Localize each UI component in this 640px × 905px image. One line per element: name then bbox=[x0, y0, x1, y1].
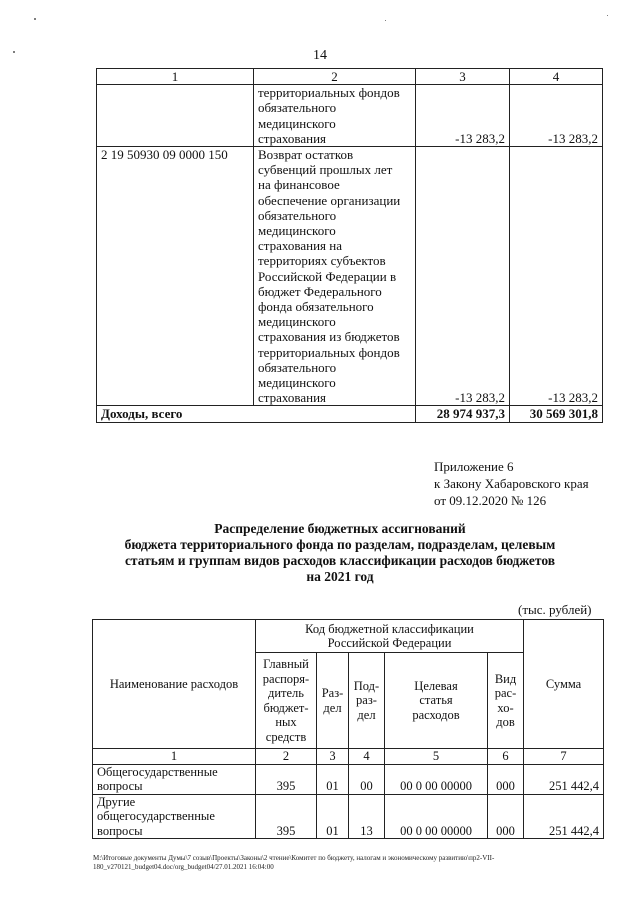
column-header-code-group bbox=[256, 620, 524, 653]
header-line: средств bbox=[265, 729, 307, 744]
column-header: 4 bbox=[510, 69, 603, 85]
expense-name-cell bbox=[93, 764, 256, 794]
value-cell: -13 283,2 bbox=[416, 147, 510, 406]
header-line: бюджет- bbox=[263, 700, 309, 715]
description-line: территориях субъектов bbox=[258, 253, 386, 269]
column-header-sum: Сумма bbox=[524, 620, 604, 749]
header-line: Раз- bbox=[321, 686, 344, 700]
section-cell: 01 bbox=[317, 764, 349, 794]
sum-cell: 251 442,4 bbox=[524, 764, 604, 794]
title-line: статьям и группам видов расходов классификации расходов бюджетов bbox=[124, 553, 556, 568]
header-line: Код бюджетной классификации bbox=[305, 621, 474, 636]
total-row bbox=[97, 406, 603, 422]
units-label: (тыс. рублей) bbox=[518, 602, 592, 617]
table-row bbox=[97, 85, 603, 147]
column-header-expense-type bbox=[488, 653, 524, 749]
description-line: обязательного bbox=[258, 359, 337, 375]
header-line: Российской Федерации bbox=[327, 636, 452, 650]
description-line: Российской Федерации в bbox=[258, 268, 397, 284]
header-line: Главный bbox=[263, 657, 309, 671]
description-line: обязательного bbox=[258, 207, 337, 223]
column-header-target-article bbox=[385, 653, 488, 749]
subsection-cell: 00 bbox=[349, 764, 385, 794]
description-line: обязательного bbox=[258, 100, 337, 116]
description-line: медицинского bbox=[258, 314, 336, 330]
page-number: 14 bbox=[313, 48, 327, 63]
header-line: распоря- bbox=[262, 671, 310, 686]
index-cell: 2 bbox=[256, 749, 317, 765]
file-path-footer bbox=[93, 854, 603, 872]
header-line: Под- bbox=[353, 678, 380, 693]
header-line: статья bbox=[419, 693, 453, 708]
column-header-section bbox=[317, 653, 349, 749]
title-line: бюджета территориального фонда по разделам, подразделам, целевым bbox=[124, 537, 556, 552]
code-cell bbox=[97, 85, 254, 147]
target-cell: 00 0 00 00000 bbox=[385, 794, 488, 839]
header-line: дитель bbox=[268, 686, 304, 700]
column-header-name: Наименование расходов bbox=[93, 620, 256, 749]
header-line: ных bbox=[275, 715, 297, 729]
appendix-line: Приложение 6 bbox=[434, 459, 514, 474]
name-line: вопросы bbox=[97, 823, 143, 838]
target-cell: 00 0 00 00000 bbox=[385, 764, 488, 794]
description-line: территориальных фондов bbox=[258, 85, 400, 101]
table-row bbox=[93, 794, 604, 839]
description-line: Возврат остатков bbox=[258, 147, 354, 163]
description-line: страхования bbox=[258, 130, 327, 146]
header-line: хо- bbox=[497, 700, 514, 715]
footer-line: 180_v270121_budget04.doc/org_budget04/27.01.2021 16:04:00 bbox=[93, 863, 274, 871]
type-cell: 000 bbox=[488, 764, 524, 794]
code-cell: 2 19 50930 09 0000 150 bbox=[97, 147, 254, 406]
value-cell: -13 283,2 bbox=[510, 85, 603, 147]
budget-allocation-table bbox=[92, 619, 604, 839]
description-cell bbox=[254, 147, 416, 406]
appendix-note bbox=[434, 458, 589, 509]
document-title bbox=[100, 521, 580, 585]
scan-speck bbox=[13, 51, 15, 53]
section-cell: 01 bbox=[317, 794, 349, 839]
type-cell: 000 bbox=[488, 794, 524, 839]
index-cell: 4 bbox=[349, 749, 385, 765]
column-header: 1 bbox=[97, 69, 254, 85]
header-line: дел bbox=[357, 707, 376, 722]
description-line: на финансовое bbox=[258, 177, 340, 193]
table-row bbox=[93, 764, 604, 794]
description-line: страхования на bbox=[258, 238, 342, 254]
table-header-row bbox=[93, 620, 604, 653]
header-line: Целевая bbox=[414, 678, 458, 693]
scan-speck bbox=[385, 20, 386, 21]
table-row bbox=[97, 147, 603, 406]
appendix-line: к Закону Хабаровского края bbox=[434, 476, 589, 491]
description-line: медицинского bbox=[258, 375, 336, 391]
scan-speck bbox=[34, 18, 36, 20]
revenue-table bbox=[96, 68, 603, 423]
index-cell: 6 bbox=[488, 749, 524, 765]
name-line: вопросы bbox=[97, 779, 143, 793]
description-line: субвенций прошлых лет bbox=[258, 162, 393, 178]
name-line: общегосударственные bbox=[97, 809, 215, 823]
header-line: дов bbox=[496, 715, 515, 729]
scan-speck bbox=[607, 15, 608, 16]
footer-line: М:\Итоговые документы Думы\7 созыв\Проекты\Законы\2 чтение\Комитет по бюджету, налогам и экономическому развитию\пр2-VII- bbox=[93, 854, 495, 862]
manager-cell: 395 bbox=[256, 794, 317, 839]
description-line: обеспечение организации bbox=[258, 192, 401, 208]
header-line: Вид bbox=[494, 671, 517, 686]
column-header: 3 bbox=[416, 69, 510, 85]
value-cell: -13 283,2 bbox=[416, 85, 510, 147]
expense-name-cell bbox=[93, 794, 256, 839]
value-cell: -13 283,2 bbox=[510, 147, 603, 406]
header-line: дел bbox=[323, 700, 342, 715]
header-line: рас- bbox=[494, 686, 517, 700]
index-cell: 1 bbox=[93, 749, 256, 765]
total-value: 30 569 301,8 bbox=[510, 406, 603, 422]
description-cell bbox=[254, 85, 416, 147]
table-header-row bbox=[97, 69, 603, 85]
description-line: территориальных фондов bbox=[258, 344, 400, 360]
description-line: страхования из бюджетов bbox=[258, 329, 400, 345]
title-line: на 2021 год bbox=[306, 569, 374, 584]
column-header-subsection bbox=[349, 653, 385, 749]
subsection-cell: 13 bbox=[349, 794, 385, 839]
description-line: медицинского bbox=[258, 223, 336, 239]
sum-cell: 251 442,4 bbox=[524, 794, 604, 839]
header-line: расходов bbox=[412, 707, 460, 722]
total-value: 28 974 937,3 bbox=[416, 406, 510, 422]
appendix-line: от 09.12.2020 № 126 bbox=[434, 493, 547, 508]
total-label: Доходы, всего bbox=[97, 406, 416, 422]
index-cell: 5 bbox=[385, 749, 488, 765]
column-header: 2 bbox=[254, 69, 416, 85]
name-line: Другие bbox=[97, 794, 136, 809]
manager-cell: 395 bbox=[256, 764, 317, 794]
header-line: раз- bbox=[356, 693, 377, 708]
description-line: фонда обязательного bbox=[258, 299, 374, 315]
description-line: медицинского bbox=[258, 115, 336, 131]
column-header-manager bbox=[256, 653, 317, 749]
description-line: страхования bbox=[258, 390, 327, 406]
title-line: Распределение бюджетных ассигнований bbox=[214, 521, 466, 536]
index-cell: 3 bbox=[317, 749, 349, 765]
index-cell: 7 bbox=[524, 749, 604, 765]
name-line: Общегосударственные bbox=[97, 764, 218, 779]
description-line: бюджет Федерального bbox=[258, 283, 382, 299]
index-row bbox=[93, 749, 604, 765]
